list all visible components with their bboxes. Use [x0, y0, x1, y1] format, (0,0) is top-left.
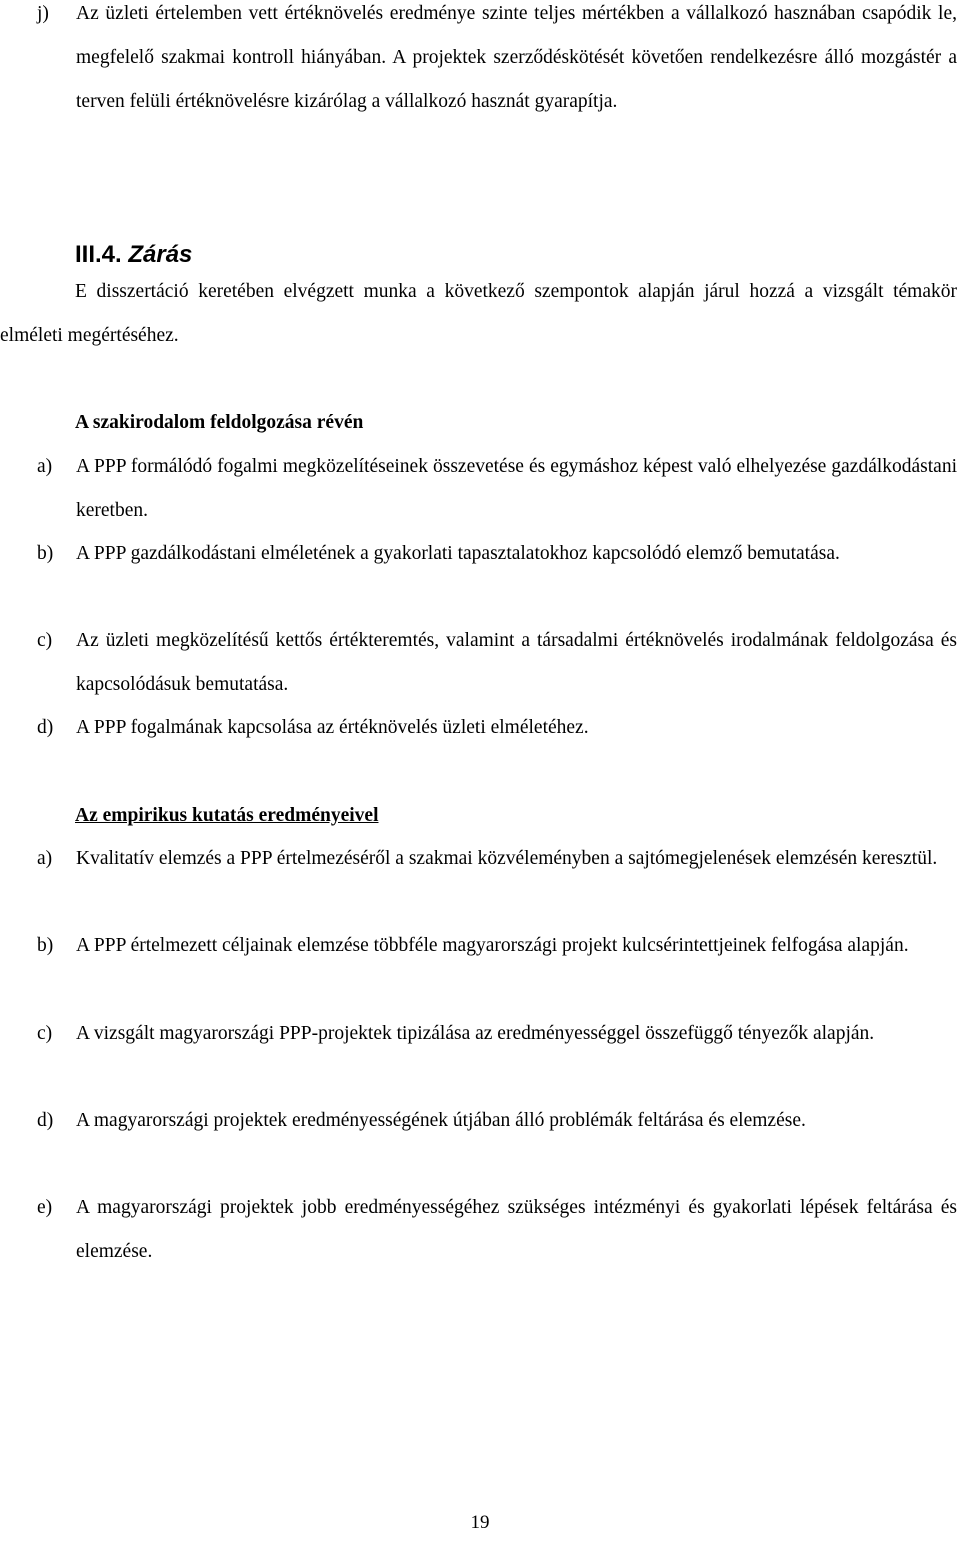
- list-item-text: Az üzleti megközelítésű kettős értékteremtés, valamint a társadalmi értéknövelés irodalmának feldolgozása és kapcsolódásuk bemutatása.: [76, 630, 957, 695]
- list-marker: a): [37, 848, 53, 869]
- empirical-item-d: [37, 1099, 957, 1143]
- list-marker: j): [37, 3, 49, 24]
- list-item-text: A vizsgált magyarországi PPP-projektek tipizálása az eredményességgel összefüggő tényezők alapján.: [76, 1023, 875, 1044]
- empirical-heading-text: Az empirikus kutatás eredményeivel: [75, 805, 379, 826]
- literature-item-b: [37, 532, 957, 576]
- list-item-text: A PPP fogalmának kapcsolása az értéknövelés üzleti elméletéhez.: [76, 717, 589, 738]
- list-marker: d): [37, 717, 54, 738]
- list-marker: c): [37, 630, 53, 651]
- list-item-text: Az üzleti értelemben vett értéknövelés eredménye szinte teljes mértékben a vállalkozó hasznában csapódik le, megfelelő szakmai kontroll hiányában. A projektek szerződéskötését követően rendelkezésre álló mozgástér a terven felüli értéknövelésre kizárólag a vállalkozó hasznát gyarapítja.: [76, 3, 957, 112]
- list-item-text: Kvalitatív elemzés a PPP értelmezéséről a szakmai közvéleményben a sajtómegjelenések elemzésén keresztül.: [76, 848, 938, 869]
- list-item-text: A PPP értelmezett céljainak elemzése többféle magyarországi projekt kulcsérintettjeinek felfogása alapján.: [76, 935, 909, 956]
- literature-heading: A szakirodalom feldolgozása révén: [75, 412, 364, 433]
- list-item-text: A magyarországi projektek eredményességének útjában álló problémák feltárása és elemzése.: [76, 1110, 806, 1131]
- section-number: III.4.: [75, 241, 122, 268]
- list-marker: b): [37, 543, 54, 564]
- literature-item-c: [37, 619, 957, 707]
- list-marker: b): [37, 935, 54, 956]
- list-item-text: A magyarországi projektek jobb eredményességéhez szükséges intézményi és gyakorlati lépések feltárása és elemzése.: [76, 1197, 957, 1262]
- empirical-item-a: [37, 837, 957, 881]
- literature-item-d: [37, 706, 957, 750]
- list-marker: e): [37, 1197, 53, 1218]
- list-item-text: A PPP gazdálkodástani elméletének a gyakorlati tapasztalatokhoz kapcsolódó elemző bemutatása.: [76, 543, 840, 564]
- page-number: 19: [470, 1512, 490, 1533]
- list-marker: c): [37, 1023, 53, 1044]
- empirical-item-c: [37, 1012, 957, 1056]
- list-marker: d): [37, 1110, 54, 1131]
- empirical-heading: [75, 794, 379, 838]
- list-item-j: [37, 0, 957, 124]
- section-intro: E disszertáció keretében elvégzett munka a következő szempontok alapján járul hozzá a vizsgált témakör elméleti megértéséhez.: [0, 281, 957, 346]
- empirical-item-e: [37, 1186, 957, 1274]
- section-title: Zárás: [128, 241, 193, 268]
- literature-item-a: [37, 445, 957, 533]
- empirical-item-b: [37, 924, 957, 968]
- list-marker: a): [37, 456, 53, 477]
- list-item-text: A PPP formálódó fogalmi megközelítéseinek összevetése és egymáshoz képest való elhelyezése gazdálkodástani keretben.: [76, 456, 957, 521]
